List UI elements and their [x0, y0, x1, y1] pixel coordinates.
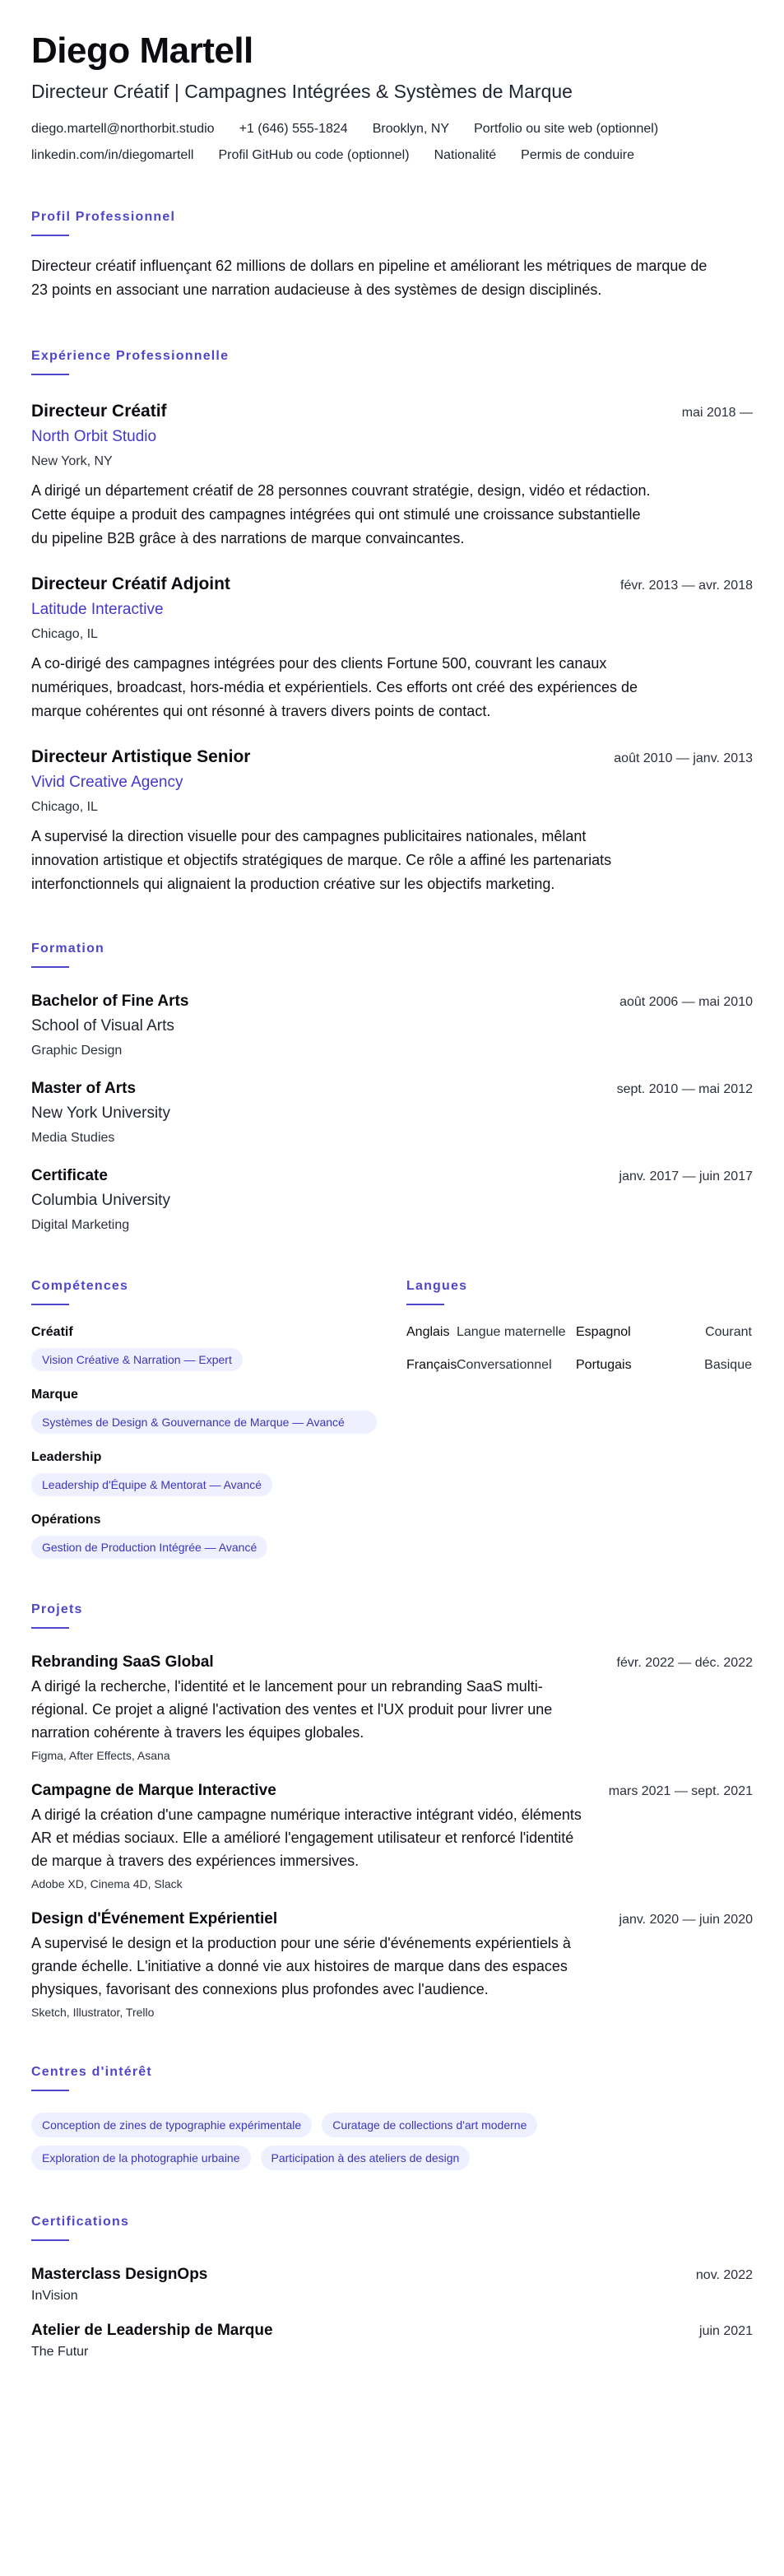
job-location: Chicago, IL — [31, 800, 98, 814]
section-divider — [31, 1304, 69, 1305]
interest-pill: Exploration de la photographie urbaine — [31, 2146, 251, 2170]
education-item — [31, 1078, 753, 1147]
job-location: Chicago, IL — [31, 627, 98, 641]
experience-section — [31, 347, 753, 896]
interest-pill: Participation à des ateliers de design — [261, 2146, 471, 2170]
contact-email[interactable]: diego.martell@northorbit.studio — [31, 122, 215, 136]
skill-pill: Gestion de Production Intégrée — Avancé — [31, 1536, 267, 1559]
section-title: Projets — [31, 1602, 83, 1616]
school-name: School of Visual Arts — [31, 1017, 174, 1035]
project-tools: Sketch, Illustrator, Trello — [31, 2006, 155, 2019]
job-title: Directeur Créatif Adjoint — [31, 574, 230, 593]
experience-item — [31, 400, 753, 551]
profile-summary: Directeur créatif influençant 62 millions de dollars en pipeline et améliorant les métriques de marque de 23 points en associant une narration audacieuse à des systèmes de design disciplinés. — [31, 258, 707, 298]
education-item — [31, 1165, 753, 1235]
projects-section — [31, 1601, 753, 2020]
skill-pill: Leadership d'Équipe & Mentorat — Avancé — [31, 1473, 272, 1496]
language-level: Basique — [704, 1358, 752, 1372]
skill-group-title: Opérations — [31, 1513, 101, 1527]
language-name: Anglais — [406, 1325, 450, 1339]
project-name: Rebranding SaaS Global — [31, 1653, 214, 1671]
project-tools: Adobe XD, Cinema 4D, Slack — [31, 1877, 183, 1890]
certification-item — [31, 2320, 753, 2361]
interest-pill: Curatage de collections d'art moderne — [322, 2113, 537, 2137]
degree-name: Master of Arts — [31, 1080, 137, 1097]
field-of-study: Media Studies — [31, 1131, 115, 1145]
contact-phone[interactable]: +1 (646) 555-1824 — [239, 122, 348, 136]
section-title: Formation — [31, 942, 105, 956]
field-of-study: Graphic Design — [31, 1044, 123, 1058]
section-divider — [31, 1627, 69, 1629]
interest-pill: Conception de zines de typographie expérimentale — [31, 2113, 312, 2137]
company-name: North Orbit Studio — [31, 428, 157, 445]
project-name: Campagne de Marque Interactive — [31, 1782, 276, 1799]
skill-group — [31, 1448, 377, 1496]
project-name: Design d'Événement Expérientiel — [31, 1910, 278, 1927]
degree-name: Bachelor of Fine Arts — [31, 993, 189, 1010]
project-item — [31, 1909, 753, 2020]
candidate-headline: Directeur Créatif | Campagnes Intégrées & Systèmes de Marque — [31, 81, 573, 102]
project-description: A supervisé le design et la production pour une série d'événements expérientiels à grande échelle. L'initiative a donné vie aux histoires de marque dans des espaces physiques, favorisant des connexions plus profondes avec l'audience. — [31, 1935, 571, 1997]
language-level: Courant — [705, 1325, 752, 1339]
company-name: Latitude Interactive — [31, 601, 164, 618]
certification-issuer: InVision — [31, 2289, 78, 2303]
job-description: A dirigé un département créatif de 28 personnes couvrant stratégie, design, vidéo et rédaction. Cette équipe a produit des campagnes intégrées qui ont stimulé une croissance substantielle du pipeline B2B grâce à des narrations de marque convaincantes. — [31, 482, 651, 546]
section-title: Profil Professionnel — [31, 210, 176, 224]
job-description: A supervisé la direction visuelle pour des campagnes publicitaires nationales, mêlant innovation artistique et objectifs stratégiques de marque. Ce rôle a affiné les partenariats interfonctionnels qui alignaient la production créative sur les objectifs marketing. — [31, 828, 612, 892]
project-dates: févr. 2022 — déc. 2022 — [616, 1656, 753, 1670]
languages-section — [406, 1277, 752, 1559]
school-name: Columbia University — [31, 1192, 170, 1209]
contact-portfolio[interactable]: Portfolio ou site web (optionnel) — [474, 122, 659, 136]
contact-driving-license: Permis de conduire — [521, 148, 635, 162]
job-title: Directeur Créatif — [31, 402, 167, 421]
job-title: Directeur Artistique Senior — [31, 747, 251, 766]
project-item — [31, 1652, 753, 1764]
skill-pill: Vision Créative & Narration — Expert — [31, 1348, 243, 1371]
job-dates: févr. 2013 — avr. 2018 — [620, 579, 753, 593]
certification-name: Atelier de Leadership de Marque — [31, 2322, 273, 2339]
project-dates: janv. 2020 — juin 2020 — [619, 1913, 753, 1927]
project-description: A dirigé la recherche, l'identité et le lancement pour un rebranding SaaS multi-régional. Ce projet a aligné l'activation des ventes et l'UX produit pour livrer une narration cohérente à travers les équipes globales. — [31, 1678, 553, 1741]
interests-list — [31, 2113, 640, 2170]
languages-grid — [406, 1323, 752, 1374]
contact-location: Brooklyn, NY — [372, 122, 450, 136]
section-title: Langues — [406, 1279, 468, 1293]
section-divider — [31, 374, 69, 375]
skill-group — [31, 1386, 377, 1434]
skill-group — [31, 1323, 377, 1371]
section-title: Centres d'intérêt — [31, 2065, 152, 2079]
language-level: Conversationnel — [457, 1358, 552, 1372]
job-dates: mai 2018 — — [681, 406, 753, 420]
skill-group-title: Créatif — [31, 1325, 73, 1339]
experience-item — [31, 746, 753, 896]
language-name: Espagnol — [576, 1325, 631, 1339]
project-item — [31, 1780, 753, 1892]
section-divider — [31, 2239, 69, 2241]
interests-section — [31, 2063, 753, 2170]
section-divider — [31, 2090, 69, 2091]
skills-section — [31, 1277, 377, 1559]
education-dates: août 2006 — mai 2010 — [619, 995, 753, 1009]
profile-section — [31, 208, 753, 302]
job-dates: août 2010 — janv. 2013 — [614, 751, 753, 765]
education-dates: janv. 2017 — juin 2017 — [619, 1169, 753, 1183]
skill-group — [31, 1511, 377, 1559]
certification-item — [31, 2264, 753, 2305]
section-title: Expérience Professionnelle — [31, 349, 230, 363]
section-divider — [31, 966, 69, 968]
company-name: Vivid Creative Agency — [31, 774, 183, 791]
certification-issuer: The Futur — [31, 2345, 89, 2359]
language-name: Français — [406, 1358, 457, 1372]
school-name: New York University — [31, 1104, 170, 1122]
job-description: A co-dirigé des campagnes intégrées pour des clients Fortune 500, couvrant les canaux numériques, broadcast, hors-média et expérientiels. Ces efforts ont créé des expériences de marque cohérentes qui ont résonné à travers divers points de contact. — [31, 655, 638, 719]
section-divider — [31, 235, 69, 236]
project-dates: mars 2021 — sept. 2021 — [608, 1784, 753, 1798]
certification-name: Masterclass DesignOps — [31, 2266, 208, 2283]
education-item — [31, 991, 753, 1060]
section-title: Compétences — [31, 1279, 129, 1293]
section-title: Certifications — [31, 2215, 130, 2229]
certifications-section — [31, 2213, 753, 2361]
contact-github[interactable]: Profil GitHub ou code (optionnel) — [218, 148, 410, 162]
skill-pill: Systèmes de Design & Gouvernance de Marque — Avancé — [31, 1411, 377, 1434]
field-of-study: Digital Marketing — [31, 1218, 130, 1232]
job-location: New York, NY — [31, 454, 113, 468]
language-name: Portugais — [576, 1358, 632, 1372]
certification-date: juin 2021 — [699, 2324, 753, 2338]
project-description: A dirigé la création d'une campagne numérique interactive intégrant vidéo, éléments AR et médias sociaux. Elle a amélioré l'engagement utilisateur et renforcé l'identité de marque à travers des expériences immersives. — [31, 1806, 582, 1869]
contact-list — [31, 120, 739, 165]
language-level: Langue maternelle — [457, 1325, 566, 1339]
skills-languages-row — [31, 1277, 753, 1559]
resume-header — [31, 30, 753, 165]
skill-group-title: Marque — [31, 1388, 78, 1402]
education-dates: sept. 2010 — mai 2012 — [616, 1082, 753, 1096]
contact-nationality: Nationalité — [434, 148, 497, 162]
project-tools: Figma, After Effects, Asana — [31, 1749, 170, 1762]
skill-group-title: Leadership — [31, 1450, 102, 1464]
education-section — [31, 940, 753, 1235]
certification-date: nov. 2022 — [695, 2268, 753, 2282]
degree-name: Certificate — [31, 1167, 108, 1184]
section-divider — [406, 1304, 444, 1305]
contact-linkedin[interactable]: linkedin.com/in/diegomartell — [31, 148, 194, 162]
candidate-name: Diego Martell — [31, 30, 253, 71]
experience-item — [31, 573, 753, 723]
